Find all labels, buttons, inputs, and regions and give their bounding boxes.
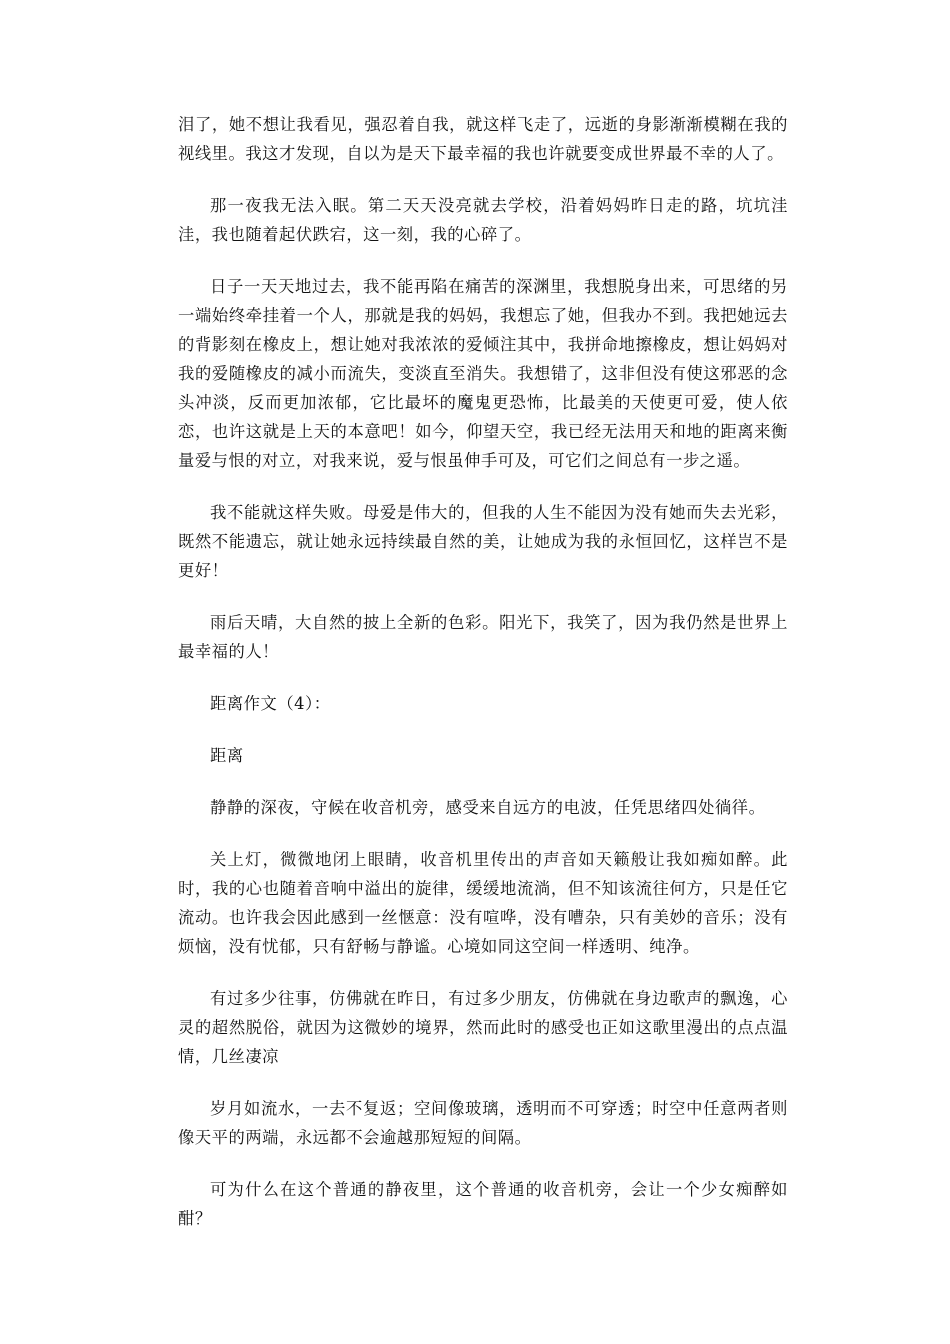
essay-title: 距离: [210, 746, 244, 765]
paragraph-8: 静静的深夜，守候在收音机旁，感受来自远方的电波，任凭思绪四处徜徉。: [210, 798, 766, 817]
document-body: [178, 110, 788, 1256]
paragraph-10: 有过多少往事，仿佛就在昨日，有过多少朋友，仿佛就在身边歌声的飘逸，心灵的超然脱俗，就因为这微妙的境界，然而此时的感受也正如这歌里漫出的点点温情，几丝凄凉: [178, 989, 788, 1066]
paragraph-4: 我不能就这样失败。母爱是伟大的，但我的人生不能因为没有她而失去光彩，既然不能遗忘，就让她永远持续最自然的美，让她成为我的永恒回忆，这样岂不是更好！: [178, 503, 788, 580]
paragraph-9: 关上灯，微微地闭上眼睛，收音机里传出的声音如天籁般让我如痴如醉。此时，我的心也随着音响中溢出的旋律，缓缓地流淌，但不知该流往何方，只是任它流动。也许我会因此感到一丝惬意：没有喧哗，没有嘈杂，只有美妙的音乐；没有烦恼，没有忧郁，只有舒畅与静谧。心境如同这空间一样透明、纯净。: [178, 850, 788, 956]
paragraph-5: 雨后天晴，大自然的披上全新的色彩。阳光下，我笑了，因为我仍然是世界上最幸福的人！: [178, 613, 788, 661]
section-heading: 距离作文（4）：: [210, 694, 331, 713]
paragraph-3: 日子一天天地过去，我不能再陷在痛苦的深渊里，我想脱身出来，可思绪的另一端始终牵挂着一个人，那就是我的妈妈，我想忘了她，但我办不到。我把她远去的背影刻在橡皮上，想让她对我浓浓的爱倾注其中，我拼命地擦橡皮，想让妈妈对我的爱随橡皮的减小而流失，变淡直至消失。我想错了，这非但没有使这邪恶的念头冲淡，反而更加浓郁，它比最坏的魔鬼更恐怖，比最美的天使更可爱，使人依恋，也许这就是上天的本意吧！如今，仰望天空，我已经无法用天和地的距离来衡量爱与恨的对立，对我来说，爱与恨虽伸手可及，可它们之间总有一步之遥。: [178, 277, 788, 470]
paragraph-2: 那一夜我无法入眠。第二天天没亮就去学校，沿着妈妈昨日走的路，坑坑洼洼，我也随着起伏跌宕，这一刻，我的心碎了。: [178, 196, 788, 244]
paragraph-12: 可为什么在这个普通的静夜里，这个普通的收音机旁，会让一个少女痴醉如酣？: [178, 1180, 788, 1228]
paragraph-11: 岁月如流水，一去不复返；空间像玻璃，透明而不可穿透；时空中任意两者则像天平的两端，永远都不会逾越那短短的间隔。: [178, 1099, 788, 1147]
paragraph-1: 泪了，她不想让我看见，强忍着自我，就这样飞走了，远逝的身影渐渐模糊在我的视线里。我这才发现，自以为是天下最幸福的我也许就要变成世界最不幸的人了。: [178, 115, 788, 163]
